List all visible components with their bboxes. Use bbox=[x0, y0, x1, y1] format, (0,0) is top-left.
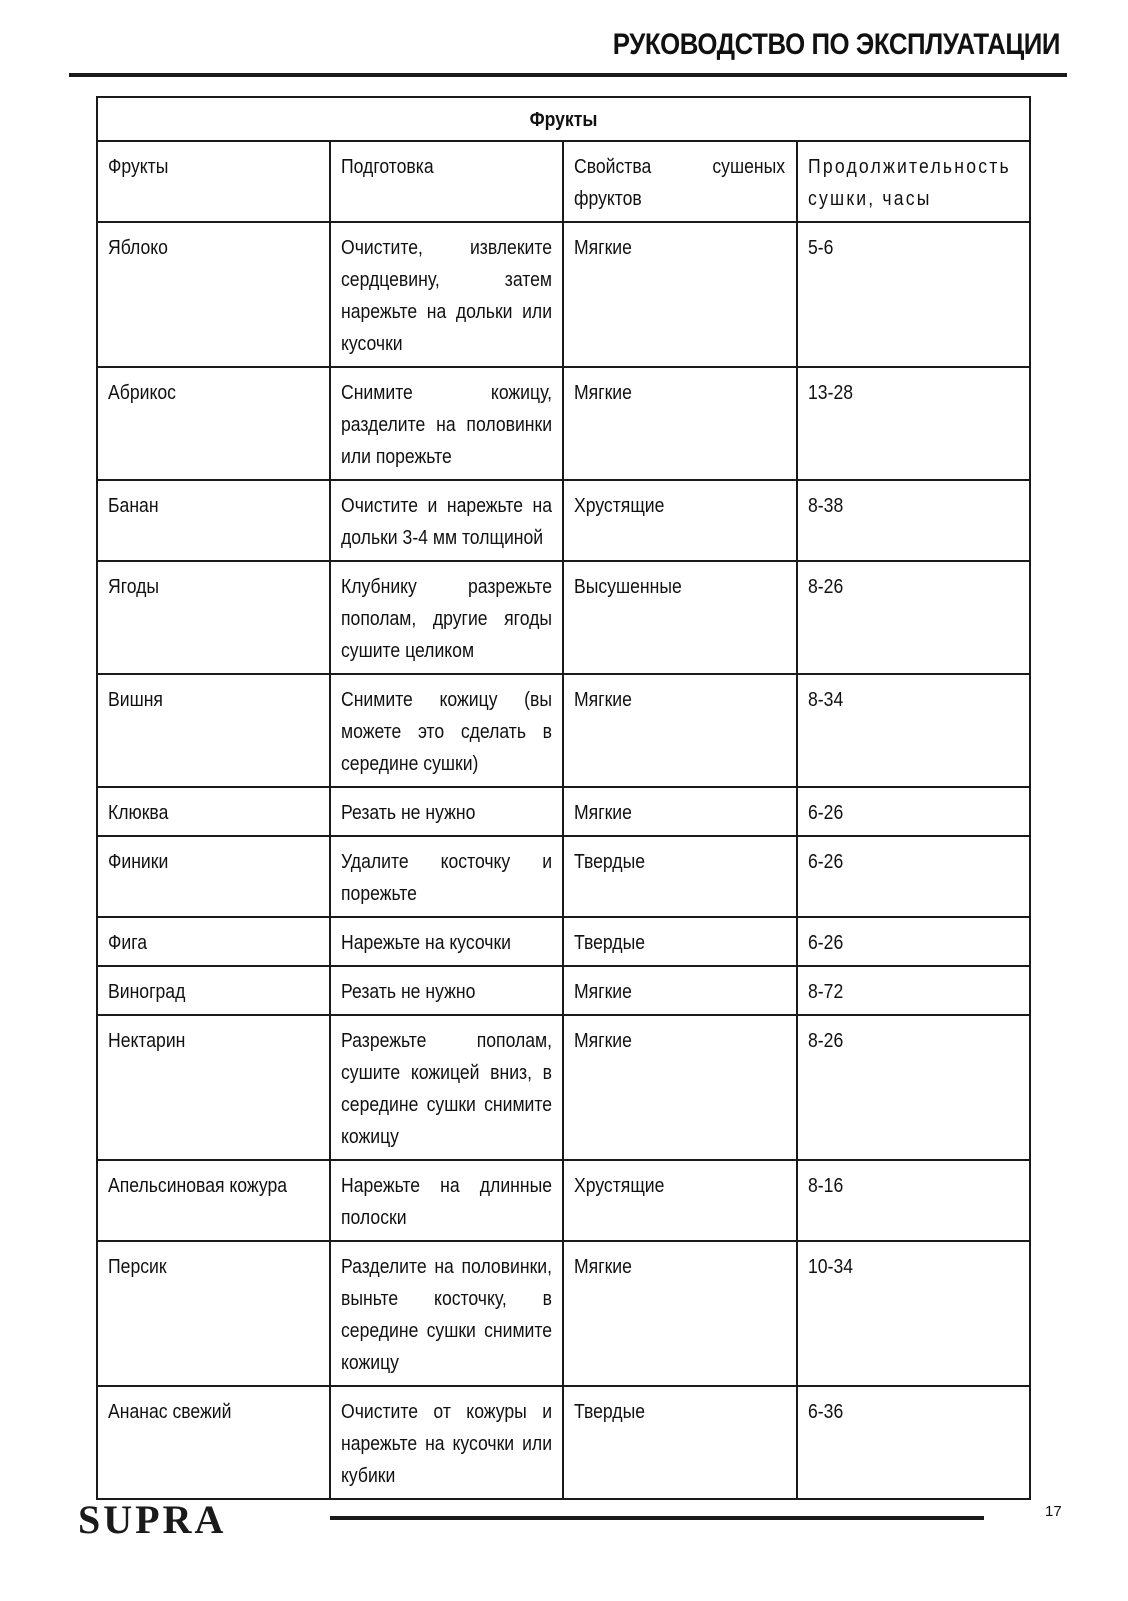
cell-fruit: Яблоко bbox=[97, 222, 330, 367]
cell-fruit: Вишня bbox=[97, 674, 330, 787]
cell-preparation: Разрежьте пополам, сушите кожицей вниз, в середине сушки снимите кожицу bbox=[330, 1015, 563, 1160]
table-header-row bbox=[97, 141, 1030, 222]
supra-logo: SUPRA bbox=[78, 1497, 227, 1542]
table-row bbox=[97, 1160, 1030, 1241]
table-row bbox=[97, 836, 1030, 917]
cell-property: Мягкие bbox=[563, 1241, 796, 1386]
column-header-properties: Свойства сушеных фруктов bbox=[563, 141, 796, 222]
cell-preparation: Резать не нужно bbox=[330, 966, 563, 1015]
cell-duration: 6-26 bbox=[797, 787, 1030, 836]
cell-fruit: Ягоды bbox=[97, 561, 330, 674]
cell-duration: 10-34 bbox=[797, 1241, 1030, 1386]
table-row bbox=[97, 1015, 1030, 1160]
cell-property: Хрустящие bbox=[563, 480, 796, 561]
footer-divider bbox=[330, 1516, 984, 1520]
cell-property: Мягкие bbox=[563, 1015, 796, 1160]
cell-preparation: Резать не нужно bbox=[330, 787, 563, 836]
table-row bbox=[97, 787, 1030, 836]
table-row bbox=[97, 1241, 1030, 1386]
cell-preparation: Очистите и нарежьте на дольки 3-4 мм толщиной bbox=[330, 480, 563, 561]
table-caption-row bbox=[97, 97, 1030, 141]
cell-duration: 8-34 bbox=[797, 674, 1030, 787]
cell-fruit: Абрикос bbox=[97, 367, 330, 480]
cell-fruit: Клюква bbox=[97, 787, 330, 836]
cell-property: Твердые bbox=[563, 836, 796, 917]
cell-duration: 8-26 bbox=[797, 561, 1030, 674]
cell-preparation: Нарежьте на кусочки bbox=[330, 917, 563, 966]
fruit-drying-table bbox=[96, 96, 1031, 1500]
table-row bbox=[97, 222, 1030, 367]
cell-fruit: Финики bbox=[97, 836, 330, 917]
cell-duration: 6-26 bbox=[797, 917, 1030, 966]
page-number: 17 bbox=[1045, 1503, 1062, 1520]
cell-preparation: Очистите, извлеките сердцевину, затем нарежьте на дольки или кусочки bbox=[330, 222, 563, 367]
table-row bbox=[97, 917, 1030, 966]
table-row bbox=[97, 966, 1030, 1015]
cell-duration: 6-26 bbox=[797, 836, 1030, 917]
cell-fruit: Нектарин bbox=[97, 1015, 330, 1160]
column-header-fruit: Фрукты bbox=[97, 141, 330, 222]
column-header-duration: Продолжительность сушки, часы bbox=[797, 141, 1030, 222]
cell-property: Твердые bbox=[563, 917, 796, 966]
cell-duration: 13-28 bbox=[797, 367, 1030, 480]
column-header-preparation: Подготовка bbox=[330, 141, 563, 222]
cell-preparation: Удалите косточку и порежьте bbox=[330, 836, 563, 917]
cell-fruit: Апельсиновая кожура bbox=[97, 1160, 330, 1241]
cell-property: Высушенные bbox=[563, 561, 796, 674]
cell-preparation: Разделите на половинки, выньте косточку, в середине сушки снимите кожицу bbox=[330, 1241, 563, 1386]
cell-preparation: Снимите кожицу, разделите на половинки или порежьте bbox=[330, 367, 563, 480]
table-caption bbox=[97, 97, 1030, 141]
cell-property: Мягкие bbox=[563, 367, 796, 480]
cell-fruit: Фига bbox=[97, 917, 330, 966]
cell-preparation: Нарежьте на длинные полоски bbox=[330, 1160, 563, 1241]
cell-property: Мягкие bbox=[563, 674, 796, 787]
cell-fruit: Ананас свежий bbox=[97, 1386, 330, 1499]
header-divider bbox=[69, 73, 1067, 77]
cell-fruit: Виноград bbox=[97, 966, 330, 1015]
cell-property: Мягкие bbox=[563, 787, 796, 836]
table-caption-text: Фрукты bbox=[529, 109, 598, 131]
table-row bbox=[97, 674, 1030, 787]
cell-property: Твердые bbox=[563, 1386, 796, 1499]
cell-property: Хрустящие bbox=[563, 1160, 796, 1241]
page-title: РУКОВОДСТВО ПО ЭКСПЛУАТАЦИИ bbox=[612, 28, 1060, 61]
cell-preparation: Очистите от кожуры и нарежьте на кусочки или кубики bbox=[330, 1386, 563, 1499]
table-row bbox=[97, 561, 1030, 674]
table-row bbox=[97, 1386, 1030, 1499]
cell-property: Мягкие bbox=[563, 222, 796, 367]
table-row bbox=[97, 480, 1030, 561]
cell-preparation: Снимите кожицу (вы можете это сделать в середине сушки) bbox=[330, 674, 563, 787]
cell-fruit: Банан bbox=[97, 480, 330, 561]
cell-property: Мягкие bbox=[563, 966, 796, 1015]
cell-duration: 8-26 bbox=[797, 1015, 1030, 1160]
cell-duration: 5-6 bbox=[797, 222, 1030, 367]
cell-duration: 6-36 bbox=[797, 1386, 1030, 1499]
cell-duration: 8-16 bbox=[797, 1160, 1030, 1241]
table-row bbox=[97, 367, 1030, 480]
cell-duration: 8-72 bbox=[797, 966, 1030, 1015]
cell-preparation: Клубнику разрежьте пополам, другие ягоды сушите целиком bbox=[330, 561, 563, 674]
cell-duration: 8-38 bbox=[797, 480, 1030, 561]
cell-fruit: Персик bbox=[97, 1241, 330, 1386]
